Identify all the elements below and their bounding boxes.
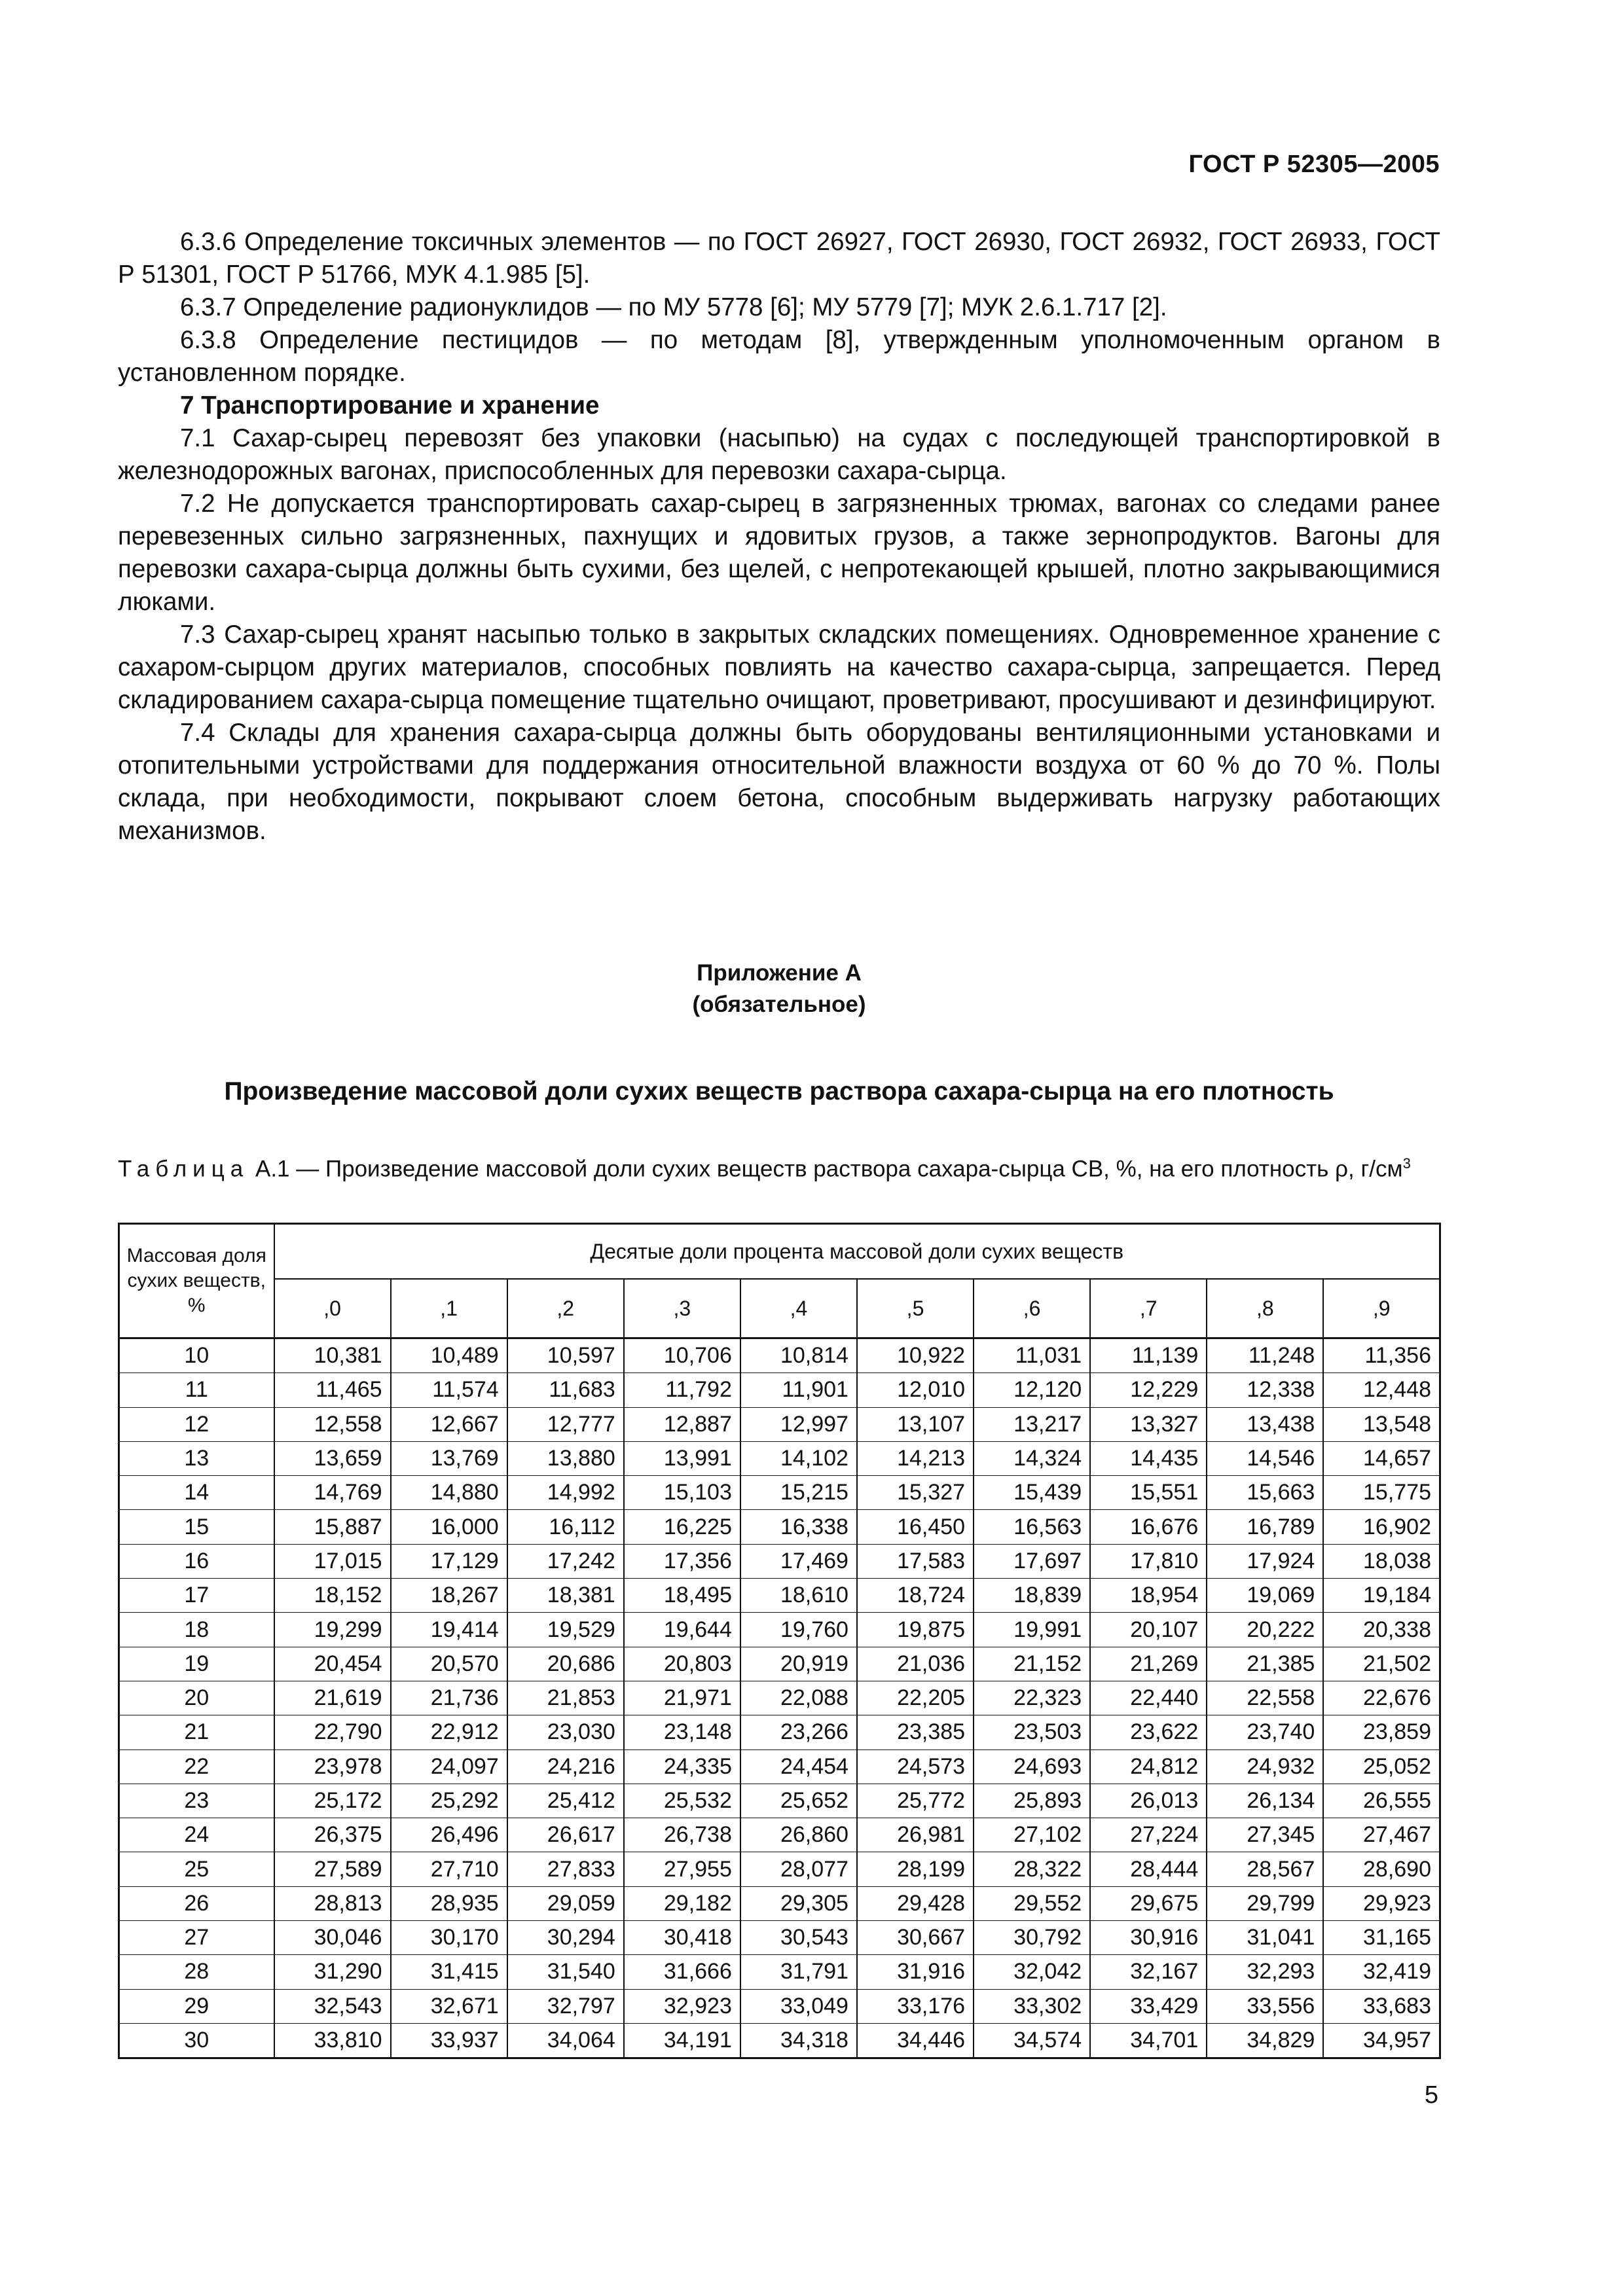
appendix-heading: [118, 958, 1440, 1020]
table-cell: 17,697: [974, 1544, 1090, 1578]
table-cell: 19,069: [1207, 1579, 1323, 1613]
table-cell: 19,760: [740, 1613, 857, 1647]
table-cell: 27,589: [274, 1852, 391, 1886]
table-cell: 20,686: [507, 1647, 624, 1681]
table-cell: 20,107: [1090, 1613, 1207, 1647]
table-cell: 17,242: [507, 1544, 624, 1578]
table-cell: 13,880: [507, 1441, 624, 1475]
table-row: [119, 1852, 1440, 1886]
table-cell: 19,184: [1323, 1579, 1440, 1613]
table-cell: 16,563: [974, 1510, 1090, 1544]
table-cell: 25,172: [274, 1784, 391, 1818]
table-cell: 28,935: [391, 1886, 507, 1920]
paragraph-6-3-6: 6.3.6 Определение токсичных элементов — по ГОСТ 26927, ГОСТ 26930, ГОСТ 26932, ГОСТ 26933, ГОСТ Р 51301, ГОСТ Р 51766, МУК 4.1.985 [5].: [118, 228, 1440, 289]
table-row: [119, 1338, 1440, 1373]
column-header: ,9: [1323, 1279, 1440, 1338]
row-label: 17: [119, 1579, 274, 1613]
table-cell: 12,448: [1323, 1373, 1440, 1407]
table-cell: 25,652: [740, 1784, 857, 1818]
table-cell: 17,583: [857, 1544, 974, 1578]
table-cell: 21,269: [1090, 1647, 1207, 1681]
table-cell: 13,991: [624, 1441, 740, 1475]
table-cell: 23,266: [740, 1715, 857, 1749]
appendix-title: Произведение массовой доли сухих веществ раствора сахара-сырца на его плотность: [224, 1077, 1334, 1105]
table-cell: 28,813: [274, 1886, 391, 1920]
table-cell: 22,088: [740, 1681, 857, 1715]
table-cell: 10,381: [274, 1338, 391, 1373]
table-cell: 30,294: [507, 1921, 624, 1955]
table-cell: 33,429: [1090, 1989, 1207, 2023]
table-cell: 16,902: [1323, 1510, 1440, 1544]
body-text: [118, 226, 1440, 848]
table-cell: 17,810: [1090, 1544, 1207, 1578]
table-row: [119, 1818, 1440, 1852]
table-cell: 32,543: [274, 1989, 391, 2023]
table-cell: 16,338: [740, 1510, 857, 1544]
table-cell: 33,049: [740, 1989, 857, 2023]
row-label: 14: [119, 1476, 274, 1510]
table-cell: 14,324: [974, 1441, 1090, 1475]
document-number: ГОСТ Р 52305—2005: [1188, 151, 1440, 178]
table-cell: 33,302: [974, 1989, 1090, 2023]
table-cell: 26,738: [624, 1818, 740, 1852]
table-cell: 33,937: [391, 2023, 507, 2058]
table-cell: 12,997: [740, 1407, 857, 1441]
table-cell: 29,675: [1090, 1886, 1207, 1920]
table-cell: 11,248: [1207, 1338, 1323, 1373]
table-cell: 26,013: [1090, 1784, 1207, 1818]
table-cell: 26,555: [1323, 1784, 1440, 1818]
table-cell: 27,955: [624, 1852, 740, 1886]
table-cell: 12,120: [974, 1373, 1090, 1407]
column-header: ,8: [1207, 1279, 1323, 1338]
table-cell: 26,860: [740, 1818, 857, 1852]
table-cell: 21,036: [857, 1647, 974, 1681]
table-cell: 32,797: [507, 1989, 624, 2023]
table-cell: 34,957: [1323, 2023, 1440, 2058]
table-cell: 21,502: [1323, 1647, 1440, 1681]
row-label: 16: [119, 1544, 274, 1578]
row-label: 27: [119, 1921, 274, 1955]
column-header: ,2: [507, 1279, 624, 1338]
table-cell: 19,299: [274, 1613, 391, 1647]
table-cell: 17,356: [624, 1544, 740, 1578]
table-cell: 20,570: [391, 1647, 507, 1681]
table-cell: 23,385: [857, 1715, 974, 1749]
table-cell: 25,893: [974, 1784, 1090, 1818]
table-cell: 13,769: [391, 1441, 507, 1475]
table-cell: 31,666: [624, 1955, 740, 1989]
table-cell: 23,148: [624, 1715, 740, 1749]
table-cell: 14,213: [857, 1441, 974, 1475]
table-cell: 18,839: [974, 1579, 1090, 1613]
table-cell: 16,112: [507, 1510, 624, 1544]
table-cell: 27,467: [1323, 1818, 1440, 1852]
table-cell: 30,667: [857, 1921, 974, 1955]
table-row: [119, 1510, 1440, 1544]
table-cell: 29,923: [1323, 1886, 1440, 1920]
table-cell: 29,799: [1207, 1886, 1323, 1920]
table-cell: 31,041: [1207, 1921, 1323, 1955]
table-cell: 13,548: [1323, 1407, 1440, 1441]
table-cell: 22,676: [1323, 1681, 1440, 1715]
table-cell: 15,215: [740, 1476, 857, 1510]
table-cell: 25,772: [857, 1784, 974, 1818]
table-cell: 14,880: [391, 1476, 507, 1510]
row-label: 25: [119, 1852, 274, 1886]
table-cell: 19,414: [391, 1613, 507, 1647]
table-cell: 33,810: [274, 2023, 391, 2058]
table-cell: 11,901: [740, 1373, 857, 1407]
row-label: 30: [119, 2023, 274, 2058]
column-header: ,1: [391, 1279, 507, 1338]
row-label: 18: [119, 1613, 274, 1647]
table-cell: 14,435: [1090, 1441, 1207, 1475]
table-cell: 15,103: [624, 1476, 740, 1510]
table-cell: 16,789: [1207, 1510, 1323, 1544]
table-cell: 12,338: [1207, 1373, 1323, 1407]
table-cell: 23,859: [1323, 1715, 1440, 1749]
table-body: [119, 1338, 1440, 2058]
row-label: 12: [119, 1407, 274, 1441]
table-cell: 34,574: [974, 2023, 1090, 2058]
table-cell: 23,622: [1090, 1715, 1207, 1749]
table-cell: 29,305: [740, 1886, 857, 1920]
table-cell: 17,129: [391, 1544, 507, 1578]
table-caption-label: Таблица: [118, 1156, 249, 1182]
table-cell: 10,706: [624, 1338, 740, 1373]
table-row: [119, 1989, 1440, 2023]
paragraph-7-4: 7.4 Склады для хранения сахара-сырца должны быть оборудованы вентиляционными установками и отопительными устройствами для поддержания относительной влажности воздуха от 60 % до 70 %. Полы склада, при необходимости, покрывают слоем бетона, способным выдерживать нагрузку работающих механизмов.: [118, 719, 1440, 845]
table-cell: 21,971: [624, 1681, 740, 1715]
table-cell: 22,323: [974, 1681, 1090, 1715]
table-cell: 19,991: [974, 1613, 1090, 1647]
paragraph-7-3: 7.3 Сахар-сырец хранят насыпью только в закрытых складских помещениях. Одновременное хранение с сахаром-сырцом других материалов, способных повлиять на качество сахара-сырца, запрещается. Перед складированием сахара-сырца помещение тщательно очищают, проветривают, просушивают и дезинфицируют.: [118, 620, 1440, 714]
table-cell: 15,439: [974, 1476, 1090, 1510]
table-cell: 27,102: [974, 1818, 1090, 1852]
row-label: 21: [119, 1715, 274, 1749]
row-label: 28: [119, 1955, 274, 1989]
page-number: 5: [1424, 2081, 1438, 2109]
row-label: 11: [119, 1373, 274, 1407]
table-row: [119, 1441, 1440, 1475]
table-row: [119, 1647, 1440, 1681]
row-label: 15: [119, 1510, 274, 1544]
table-cell: 13,438: [1207, 1407, 1323, 1441]
table-row: [119, 1955, 1440, 1989]
table-cell: 11,683: [507, 1373, 624, 1407]
table-cell: 18,610: [740, 1579, 857, 1613]
table-cell: 17,469: [740, 1544, 857, 1578]
table-cell: 12,010: [857, 1373, 974, 1407]
table-cell: 11,792: [624, 1373, 740, 1407]
table-caption: [118, 1149, 1440, 1185]
table-cell: 16,000: [391, 1510, 507, 1544]
table-cell: 20,222: [1207, 1613, 1323, 1647]
table-cell: 20,454: [274, 1647, 391, 1681]
table-cell: 21,152: [974, 1647, 1090, 1681]
table-cell: 32,923: [624, 1989, 740, 2023]
table-cell: 11,139: [1090, 1338, 1207, 1373]
column-header: ,4: [740, 1279, 857, 1338]
paragraph-7-2: 7.2 Не допускается транспортировать сахар-сырец в загрязненных трюмах, вагонах со следами ранее перевезенных сильно загрязненных, пахнущих и ядовитых грузов, а также зернопродуктов. Вагоны для перевозки сахара-сырца должны быть сухими, без щелей, с непротекающей крышей, плотно закрывающимися люками.: [118, 490, 1440, 616]
table-cell: 19,875: [857, 1613, 974, 1647]
table-cell: 34,191: [624, 2023, 740, 2058]
table-cell: 18,954: [1090, 1579, 1207, 1613]
table-cell: 18,724: [857, 1579, 974, 1613]
row-label: 10: [119, 1338, 274, 1373]
table-cell: 12,887: [624, 1407, 740, 1441]
table-cell: 30,543: [740, 1921, 857, 1955]
table-cell: 30,418: [624, 1921, 740, 1955]
table-cell: 24,335: [624, 1749, 740, 1784]
table-cell: 10,597: [507, 1338, 624, 1373]
table-cell: 18,381: [507, 1579, 624, 1613]
table-cell: 20,803: [624, 1647, 740, 1681]
table-cell: 28,077: [740, 1852, 857, 1886]
table-cell: 30,046: [274, 1921, 391, 1955]
table-cell: 28,690: [1323, 1852, 1440, 1886]
table-cell: 22,790: [274, 1715, 391, 1749]
table-cell: 14,102: [740, 1441, 857, 1475]
table-cell: 11,465: [274, 1373, 391, 1407]
table-cell: 30,170: [391, 1921, 507, 1955]
table-cell: 12,558: [274, 1407, 391, 1441]
table-cell: 15,327: [857, 1476, 974, 1510]
table-row: [119, 1886, 1440, 1920]
table-caption-text: А.1 — Произведение массовой доли сухих веществ раствора сахара-сырца СВ, %, на его плотность ρ, г/см: [255, 1156, 1403, 1182]
table-cell: 30,916: [1090, 1921, 1207, 1955]
table-cell: 16,225: [624, 1510, 740, 1544]
appendix-status: (обязательное): [692, 992, 866, 1017]
row-label: 20: [119, 1681, 274, 1715]
table-cell: 33,176: [857, 1989, 974, 2023]
table-cell: 11,574: [391, 1373, 507, 1407]
section-heading-7: 7 Транспортирование и хранение: [180, 391, 600, 420]
table-cell: 27,833: [507, 1852, 624, 1886]
table-cell: 16,676: [1090, 1510, 1207, 1544]
paragraph-7-1: 7.1 Сахар-сырец перевозят без упаковки (насыпью) на судах с последующей транспортировкой в железнодорожных вагонах, приспособленных для перевозки сахара-сырца.: [118, 424, 1440, 485]
table-cell: 23,503: [974, 1715, 1090, 1749]
table-cell: 13,659: [274, 1441, 391, 1475]
table-cell: 26,375: [274, 1818, 391, 1852]
column-header: ,7: [1090, 1279, 1207, 1338]
table-cell: 10,922: [857, 1338, 974, 1373]
table-row: [119, 1407, 1440, 1441]
table-cell: 13,107: [857, 1407, 974, 1441]
row-label: 29: [119, 1989, 274, 2023]
table-cell: 20,338: [1323, 1613, 1440, 1647]
table-cell: 32,042: [974, 1955, 1090, 1989]
table-cell: 19,644: [624, 1613, 740, 1647]
table-cell: 24,216: [507, 1749, 624, 1784]
table-cell: 31,540: [507, 1955, 624, 1989]
table-cell: 10,489: [391, 1338, 507, 1373]
table-cell: 25,412: [507, 1784, 624, 1818]
table-cell: 34,064: [507, 2023, 624, 2058]
table-row: [119, 1544, 1440, 1578]
table-cell: 18,152: [274, 1579, 391, 1613]
table-cell: 27,224: [1090, 1818, 1207, 1852]
table-cell: 21,619: [274, 1681, 391, 1715]
table-row: [119, 1784, 1440, 1818]
row-label: 13: [119, 1441, 274, 1475]
paragraph-6-3-8: 6.3.8 Определение пестицидов — по методам [8], утвержденным уполномоченным органом в установленном порядке.: [118, 326, 1440, 387]
table-cell: 21,736: [391, 1681, 507, 1715]
table-cell: 30,792: [974, 1921, 1090, 1955]
table-cell: 21,385: [1207, 1647, 1323, 1681]
table-cell: 32,167: [1090, 1955, 1207, 1989]
table-cell: 11,031: [974, 1338, 1090, 1373]
stub-header: Массовая доля сухих веществ, %: [119, 1224, 274, 1338]
table-cell: 27,345: [1207, 1818, 1323, 1852]
table-row: [119, 1681, 1440, 1715]
table-row: [119, 1579, 1440, 1613]
table-cell: 27,710: [391, 1852, 507, 1886]
table-cell: 12,777: [507, 1407, 624, 1441]
table-cell: 29,182: [624, 1886, 740, 1920]
table-cell: 34,446: [857, 2023, 974, 2058]
table-cell: 19,529: [507, 1613, 624, 1647]
table-cell: 11,356: [1323, 1338, 1440, 1373]
column-header: ,3: [624, 1279, 740, 1338]
table-cell: 15,775: [1323, 1476, 1440, 1510]
table-cell: 26,981: [857, 1818, 974, 1852]
table-row: [119, 1373, 1440, 1407]
table-cell: 32,419: [1323, 1955, 1440, 1989]
table-cell: 14,546: [1207, 1441, 1323, 1475]
table-cell: 29,059: [507, 1886, 624, 1920]
table-cell: 20,919: [740, 1647, 857, 1681]
table-caption-superscript: 3: [1402, 1155, 1411, 1172]
table-cell: 25,052: [1323, 1749, 1440, 1784]
table-cell: 24,097: [391, 1749, 507, 1784]
column-header: ,6: [974, 1279, 1090, 1338]
table-cell: 24,693: [974, 1749, 1090, 1784]
table-cell: 21,853: [507, 1681, 624, 1715]
density-table: [118, 1223, 1441, 2059]
table-cell: 22,440: [1090, 1681, 1207, 1715]
table-cell: 26,617: [507, 1818, 624, 1852]
table-cell: 12,229: [1090, 1373, 1207, 1407]
table-cell: 17,015: [274, 1544, 391, 1578]
table-cell: 15,887: [274, 1510, 391, 1544]
appendix-label: Приложение А: [697, 960, 862, 986]
table-cell: 22,205: [857, 1681, 974, 1715]
table-cell: 23,030: [507, 1715, 624, 1749]
table-cell: 28,322: [974, 1852, 1090, 1886]
table-cell: 28,444: [1090, 1852, 1207, 1886]
table-cell: 33,556: [1207, 1989, 1323, 2023]
table-cell: 31,290: [274, 1955, 391, 1989]
table-cell: 32,293: [1207, 1955, 1323, 1989]
table-cell: 34,318: [740, 2023, 857, 2058]
table-cell: 26,134: [1207, 1784, 1323, 1818]
group-header: Десятые доли процента массовой доли сухих веществ: [274, 1224, 1440, 1280]
table-cell: 29,428: [857, 1886, 974, 1920]
column-header-row: [119, 1279, 1440, 1338]
paragraph-6-3-7: 6.3.7 Определение радионуклидов — по МУ 5778 [6]; МУ 5779 [7]; МУК 2.6.1.717 [2].: [180, 293, 1167, 321]
table-cell: 15,551: [1090, 1476, 1207, 1510]
table-row: [119, 1921, 1440, 1955]
table-row: [119, 2023, 1440, 2058]
table-cell: 22,558: [1207, 1681, 1323, 1715]
table-cell: 17,924: [1207, 1544, 1323, 1578]
table-cell: 31,916: [857, 1955, 974, 1989]
table-cell: 28,199: [857, 1852, 974, 1886]
table-cell: 24,932: [1207, 1749, 1323, 1784]
table-cell: 25,532: [624, 1784, 740, 1818]
table-cell: 22,912: [391, 1715, 507, 1749]
row-label: 19: [119, 1647, 274, 1681]
table-cell: 26,496: [391, 1818, 507, 1852]
row-label: 26: [119, 1886, 274, 1920]
table-cell: 32,671: [391, 1989, 507, 2023]
table-row: [119, 1715, 1440, 1749]
row-label: 22: [119, 1749, 274, 1784]
table-cell: 33,683: [1323, 1989, 1440, 2023]
table-cell: 34,829: [1207, 2023, 1323, 2058]
table-cell: 28,567: [1207, 1852, 1323, 1886]
table-cell: 18,495: [624, 1579, 740, 1613]
table-cell: 10,814: [740, 1338, 857, 1373]
table-cell: 18,267: [391, 1579, 507, 1613]
table-cell: 13,217: [974, 1407, 1090, 1441]
row-label: 24: [119, 1818, 274, 1852]
table-cell: 25,292: [391, 1784, 507, 1818]
table-cell: 29,552: [974, 1886, 1090, 1920]
table-cell: 16,450: [857, 1510, 974, 1544]
table-cell: 15,663: [1207, 1476, 1323, 1510]
table-cell: 12,667: [391, 1407, 507, 1441]
table-cell: 14,769: [274, 1476, 391, 1510]
table-cell: 31,165: [1323, 1921, 1440, 1955]
column-header: ,5: [857, 1279, 974, 1338]
row-label: 23: [119, 1784, 274, 1818]
table-cell: 31,791: [740, 1955, 857, 1989]
table-row: [119, 1476, 1440, 1510]
table-cell: 13,327: [1090, 1407, 1207, 1441]
table-cell: 31,415: [391, 1955, 507, 1989]
table-row: [119, 1613, 1440, 1647]
table-cell: 24,573: [857, 1749, 974, 1784]
table-cell: 14,992: [507, 1476, 624, 1510]
table-cell: 34,701: [1090, 2023, 1207, 2058]
column-header: ,0: [274, 1279, 391, 1338]
table-cell: 23,740: [1207, 1715, 1323, 1749]
table-row: [119, 1749, 1440, 1784]
table-cell: 24,812: [1090, 1749, 1207, 1784]
table-cell: 24,454: [740, 1749, 857, 1784]
table-cell: 18,038: [1323, 1544, 1440, 1578]
table-cell: 14,657: [1323, 1441, 1440, 1475]
table-cell: 23,978: [274, 1749, 391, 1784]
